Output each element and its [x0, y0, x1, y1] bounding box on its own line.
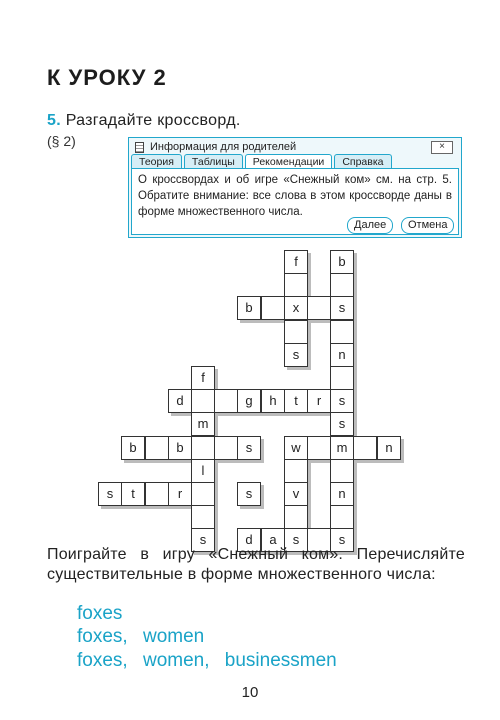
page-number: 10: [241, 684, 259, 701]
info-body-text: О кроссвордах и об игре «Снежный ком» см. на стр. 5. Обратите внимание: все слова в этом кроссворде даны в форме множественного числа.: [131, 168, 459, 235]
crossword-cell: [330, 366, 354, 390]
task-text: Разгадайте кроссворд.: [65, 112, 241, 129]
crossword-cell: [214, 436, 238, 460]
next-button[interactable]: Далее: [347, 217, 393, 234]
crossword-cell: [330, 273, 354, 297]
crossword-cell: s: [284, 343, 308, 367]
info-tabs: [131, 154, 392, 168]
tab-theory[interactable]: Теория: [131, 154, 182, 169]
crossword-cell: s: [330, 412, 354, 436]
crossword-cell: [214, 389, 238, 413]
tab-reference[interactable]: Справка: [334, 154, 391, 169]
document-icon: [135, 142, 144, 153]
info-window-title: Информация для родителей: [150, 141, 297, 153]
crossword-cell: [284, 505, 308, 529]
crossword-cell: [307, 296, 331, 320]
crossword-cell: [191, 482, 215, 506]
crossword-cell: s: [284, 528, 308, 552]
close-icon[interactable]: ×: [431, 141, 453, 154]
crossword-cell: s: [98, 482, 122, 506]
task-number: 5.: [47, 112, 61, 129]
crossword-cell: [145, 482, 169, 506]
crossword-cell: v: [284, 482, 308, 506]
crossword-cell: n: [330, 482, 354, 506]
game-instruction: Поиграйте в игру «Снежный ком». Перечисляйте существительные в форме множественного числа:: [47, 546, 465, 583]
crossword-cell: g: [237, 389, 261, 413]
crossword-cell: r: [307, 389, 331, 413]
crossword-cell: r: [168, 482, 192, 506]
crossword-cell: [330, 320, 354, 344]
crossword-cell: [191, 436, 215, 460]
crossword-cell: [284, 273, 308, 297]
crossword-cell: l: [191, 459, 215, 483]
crossword-cell: m: [330, 436, 354, 460]
info-titlebar: [135, 140, 457, 154]
section-reference: (§ 2): [47, 133, 76, 149]
crossword-cell: [330, 505, 354, 529]
answer-line-3: foxes, women, businessmen: [77, 650, 337, 671]
answer-line-1: foxes: [77, 603, 123, 624]
crossword-cell: s: [330, 389, 354, 413]
tab-tables[interactable]: Таблицы: [184, 154, 243, 169]
crossword-cell: n: [330, 343, 354, 367]
crossword-cell: n: [377, 436, 401, 460]
crossword-cell: [284, 320, 308, 344]
crossword-cell: s: [191, 528, 215, 552]
crossword-cell: [353, 436, 377, 460]
crossword-cell: f: [284, 250, 308, 274]
answer-line-2: foxes, women: [77, 626, 205, 647]
crossword-cell: [330, 459, 354, 483]
crossword-cell: b: [237, 296, 261, 320]
crossword-cell: b: [330, 250, 354, 274]
crossword-cell: [284, 459, 308, 483]
crossword-cell: s: [237, 436, 261, 460]
crossword-cell: t: [121, 482, 145, 506]
crossword-cell: f: [191, 366, 215, 390]
crossword-cell: [191, 389, 215, 413]
crossword-cell: [145, 436, 169, 460]
crossword-cell: s: [330, 296, 354, 320]
crossword-cell: b: [168, 436, 192, 460]
crossword-cell: [261, 296, 285, 320]
lesson-title: К УРОКУ 2: [47, 65, 167, 90]
crossword-cell: d: [168, 389, 192, 413]
crossword-cell: m: [191, 412, 215, 436]
parent-info-window: [128, 137, 462, 238]
crossword-cell: t: [284, 389, 308, 413]
crossword-cell: s: [330, 528, 354, 552]
tab-recommendations[interactable]: Рекомендации: [245, 154, 333, 169]
crossword-cell: s: [237, 482, 261, 506]
crossword-cell: x: [284, 296, 308, 320]
task-heading: [47, 112, 241, 130]
crossword-cell: d: [237, 528, 261, 552]
cancel-button[interactable]: Отмена: [401, 217, 454, 234]
crossword-cell: h: [261, 389, 285, 413]
crossword-cell: [307, 436, 331, 460]
crossword-cell: [191, 505, 215, 529]
crossword-cell: b: [121, 436, 145, 460]
crossword-cell: w: [284, 436, 308, 460]
crossword-cell: a: [261, 528, 285, 552]
